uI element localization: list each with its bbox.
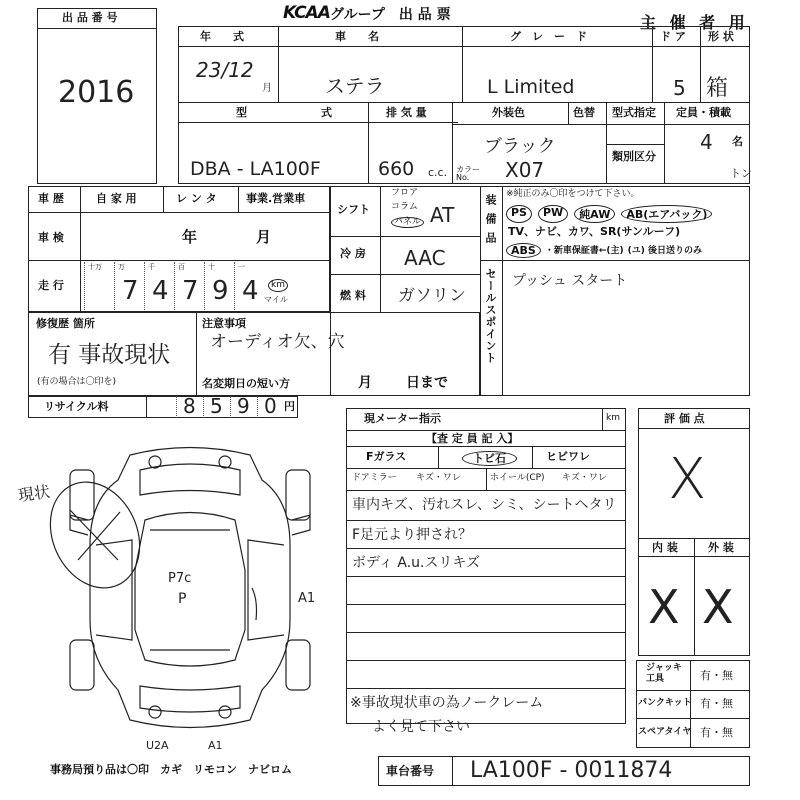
f-glass-label: Fガラス xyxy=(366,450,407,463)
exterior-color-label: 外装色 xyxy=(492,106,525,119)
interior-value: X xyxy=(648,580,680,634)
inspection-month: 月 xyxy=(256,228,272,246)
diagram-bottom-left: U2A xyxy=(146,739,169,752)
capacity-value: 4 xyxy=(700,130,713,154)
equipment-option[interactable]: PW xyxy=(538,205,568,223)
repair-note: (有の場合は〇印を) xyxy=(37,377,117,387)
equipment-options-row3 xyxy=(506,243,702,258)
meter-unit: km xyxy=(606,413,620,423)
mileage-label: 走 行 xyxy=(38,279,64,292)
mileage-digit-label: 十 xyxy=(208,263,215,271)
form-title: グループ 出 品 票 xyxy=(330,7,451,23)
history-rental[interactable]: レ ン タ xyxy=(176,192,217,205)
diagram-bottom-right: A1 xyxy=(208,739,223,752)
capacity-unit: 名 xyxy=(732,135,743,148)
year-unit: 月 xyxy=(262,83,272,94)
year-label: 年 式 xyxy=(200,30,244,43)
mileage-digit: 9 xyxy=(212,276,229,306)
crack-label[interactable]: ヒビワレ xyxy=(546,450,590,463)
sales-point-value: プッシュ スタート xyxy=(512,273,628,289)
mileage-digit: 7 xyxy=(182,276,199,306)
equipment-option[interactable]: PS xyxy=(506,205,532,223)
score-value: X xyxy=(668,447,707,512)
ac-label: 冷 房 xyxy=(340,247,366,260)
door-mirror-label: ドアミラー xyxy=(352,473,397,483)
recycle-unit: 円 xyxy=(284,400,295,413)
inspection-label: 車 検 xyxy=(38,231,64,244)
equipment-option[interactable]: ABS xyxy=(506,243,541,258)
car-name-value: ステラ xyxy=(325,74,385,98)
jack-yes-no[interactable]: 有・無 xyxy=(700,669,733,682)
km-label: km xyxy=(268,279,288,292)
mileage-digit: 7 xyxy=(122,276,139,306)
lot-number-label: 出 品 番 号 xyxy=(62,11,118,24)
mileage-digit-label: 百 xyxy=(178,263,185,271)
mileage-digit: 4 xyxy=(242,276,259,306)
jack-label: ジャッキ工具 xyxy=(646,663,682,684)
expiry-month: 月 xyxy=(358,375,372,391)
mileage-digit-cell xyxy=(114,262,144,310)
shift-label: シフト xyxy=(337,203,370,216)
equipment-options-row1 xyxy=(506,205,712,223)
shift-value: AT xyxy=(430,203,455,227)
color-value: ブラック xyxy=(484,136,556,157)
equipment-option[interactable]: AB(エアバック) xyxy=(621,205,712,223)
body-label: 形 状 xyxy=(708,30,734,43)
comment-line-1: 車内キズ、汚れスレ、シミ、シートヘタリ xyxy=(352,497,617,513)
chassis-label: 車台番号 xyxy=(386,764,435,778)
mileage-digit-cell xyxy=(234,262,264,310)
appraiser-label: 【査 定 員 記 入】 xyxy=(426,432,519,445)
chassis-value: LA100F - 0011874 xyxy=(470,758,673,783)
score-label: 評 価 点 xyxy=(664,412,705,425)
fuel-label: 燃 料 xyxy=(340,289,366,302)
puncture-yes-no[interactable]: 有・無 xyxy=(700,697,733,710)
expiry-label: 名変期日の短い方 xyxy=(202,377,290,390)
shift-floor[interactable]: フロア xyxy=(391,188,419,198)
category-label: 類別区分 xyxy=(612,150,656,163)
notes-value: オーディオ欠、穴 xyxy=(210,332,345,352)
fuel-value: ガソリン xyxy=(398,286,466,306)
mileage-digit-label: 万 xyxy=(118,263,125,271)
diagram-left-note: 現状 xyxy=(16,481,52,506)
displacement-unit: c.c. xyxy=(428,166,448,179)
sales-point-label: セールスポイント xyxy=(484,268,497,364)
model-value: DBA - LA100F xyxy=(190,158,321,180)
puncture-kit-label: パンクキット xyxy=(638,698,692,708)
diagram-center-note-2: P xyxy=(178,591,187,607)
mileage-digit-cell xyxy=(174,262,204,310)
equipment-options-row2[interactable]: TV、ナビ、カワ、SR(サンルーフ) xyxy=(508,225,681,238)
recycle-label: リサイクル料 xyxy=(44,400,109,413)
model-label: 型 式 xyxy=(236,106,338,119)
footer-line-1: ※事故現状車の為ノークレーム xyxy=(350,695,544,711)
color-change-label: 色替 xyxy=(573,106,595,119)
mile-label: マイル xyxy=(264,295,288,304)
car-name-label: 車 名 xyxy=(335,30,379,43)
interior-label: 内 装 xyxy=(652,541,678,554)
wheel-label: ホイール(CP) xyxy=(490,473,545,483)
comment-line-2: F足元より押され？ xyxy=(352,527,473,543)
shift-panel[interactable]: パネル xyxy=(391,217,424,228)
equipment-label: 装備品 xyxy=(484,194,497,251)
shift-column[interactable]: コラム xyxy=(391,202,418,212)
mileage-digit-cell xyxy=(204,262,234,310)
expiry-day: 日まで xyxy=(406,375,448,391)
equipment-option[interactable]: (ユ) 後日送りのみ xyxy=(627,246,702,256)
displacement-value: 660 xyxy=(378,158,415,180)
footer-line-2: よく見て下さい xyxy=(372,719,470,735)
displacement-label: 排 気 量 xyxy=(386,106,427,119)
spare-tire-label: スペアタイヤ xyxy=(638,727,692,737)
diagram-center-note-1: P7c xyxy=(168,571,192,586)
grade-label: グ レ ー ド xyxy=(510,30,587,43)
type-designation-label: 型式指定 xyxy=(612,106,656,119)
capacity-label: 定員・積載 xyxy=(676,106,731,119)
equipment-note: ※純正のみ〇印をつけて下さい。 xyxy=(506,189,640,199)
repair-value: 有 事故現状 xyxy=(48,342,171,368)
recycle-digit: 9 xyxy=(230,396,250,418)
body-value: 箱 xyxy=(706,76,729,101)
door-label: ド ア xyxy=(660,30,686,43)
exterior-value: X xyxy=(702,580,734,634)
history-business[interactable]: 事業.営業車 xyxy=(246,192,306,205)
recycle-digit: 0 xyxy=(257,396,277,418)
notes-label: 注意事項 xyxy=(202,317,246,330)
repair-label: 修復歴 箇所 xyxy=(36,317,95,330)
color-code-value: X07 xyxy=(505,158,545,182)
mileage-digit-cell xyxy=(144,262,174,310)
exterior-label: 外 装 xyxy=(708,541,734,554)
door-value: 5 xyxy=(673,76,686,100)
mileage-digit-label: 千 xyxy=(148,263,155,271)
organizer-label: 主 催 者 用 xyxy=(640,13,749,32)
mileage-digit-cell xyxy=(84,262,114,310)
office-items: 事務局預り品は〇印 カギ リモコン ナビロム xyxy=(50,763,292,776)
year-value: 23/12 xyxy=(196,58,254,82)
inspection-year: 年 xyxy=(182,228,198,246)
history-private[interactable]: 自 家 用 xyxy=(96,192,137,205)
meter-label: 現メーター指示 xyxy=(364,412,441,425)
recycle-digit: 5 xyxy=(203,396,223,418)
grade-value: L Limited xyxy=(487,76,575,98)
diagram-right-note: A1 xyxy=(298,591,316,606)
color-code-label: カラーNo. xyxy=(456,165,480,182)
spare-yes-no[interactable]: 有・無 xyxy=(700,726,733,739)
chip-label[interactable]: トビ石 xyxy=(462,451,517,466)
comment-line-3: ボディ A.u.スリキズ xyxy=(352,555,481,571)
lot-number: 2016 xyxy=(58,75,135,110)
recycle-digit: 8 xyxy=(176,396,196,418)
mirror-scratch-label[interactable]: キズ・ワレ xyxy=(416,473,461,483)
kcaa-logo: KCAA xyxy=(283,3,330,23)
equipment-option[interactable]: 純AW xyxy=(574,205,615,223)
mileage-digit-label: 十万 xyxy=(88,263,102,271)
mileage-digit: 4 xyxy=(152,276,169,306)
ac-value: AAC xyxy=(404,246,446,270)
equipment-option[interactable]: ・新車保証書←(主) xyxy=(544,246,624,256)
mileage-digit-label: 一 xyxy=(238,263,245,271)
load-unit: トン xyxy=(730,167,752,180)
wheel-scratch-label[interactable]: キズ・ワレ xyxy=(562,473,607,483)
history-label: 車 歴 xyxy=(38,192,64,205)
